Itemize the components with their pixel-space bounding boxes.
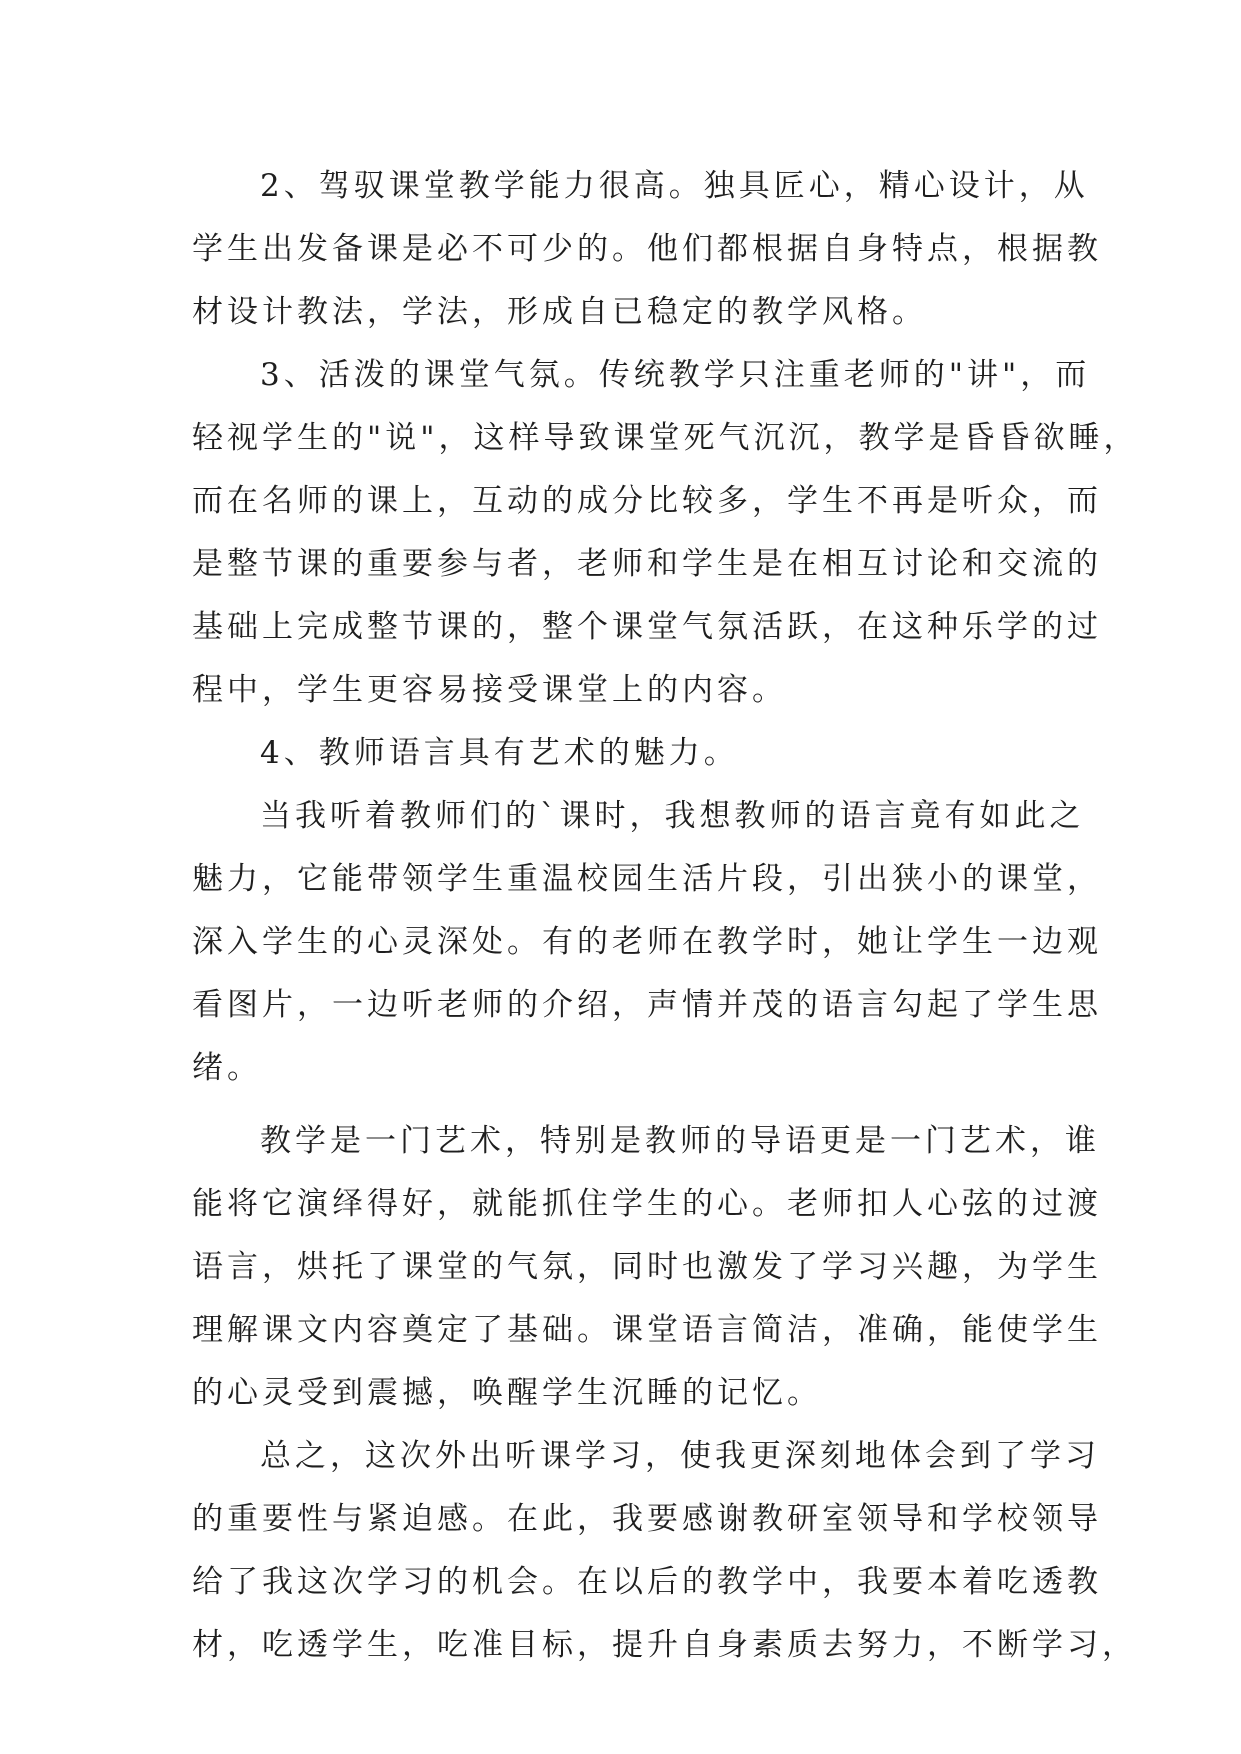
paragraph-3-line: 基础上完成整节课的，整个课堂气氛活跃，在这种乐学的过	[192, 609, 1102, 645]
paragraph-5-line: 看图片，一边听老师的介绍，声情并茂的语言勾起了学生思	[192, 987, 1102, 1023]
paragraph-3-line: 3、活泼的课堂气氛。传统教学只注重老师的"讲"，而	[260, 357, 1091, 393]
paragraph-7-line: 的重要性与紧迫感。在此，我要感谢教研室领导和学校领导	[192, 1501, 1102, 1537]
document-body	[192, 155, 1139, 1677]
paragraph-6-line: 语言，烘托了课堂的气氛，同时也激发了学习兴趣，为学生	[192, 1249, 1102, 1285]
paragraph-6-line: 的心灵受到震撼，唤醒学生沉睡的记忆。	[192, 1375, 822, 1411]
paragraph-7-line: 材，吃透学生，吃准目标，提升自身素质去努力，不断学习，	[192, 1627, 1137, 1663]
paragraph-2-line: 材设计教法，学法，形成自已稳定的教学风格。	[192, 294, 927, 330]
paragraph-6-line: 理解课文内容奠定了基础。课堂语言简洁，准确，能使学生	[192, 1312, 1102, 1348]
paragraph-5-line: 当我听着教师们的`课时，我想教师的语言竟有如此之	[260, 798, 1085, 834]
paragraph-5-line: 绪。	[192, 1050, 262, 1086]
paragraph-6-line: 能将它演绎得好，就能抓住学生的心。老师扣人心弦的过渡	[192, 1186, 1102, 1222]
paragraph-7-line: 给了我这次学习的机会。在以后的教学中，我要本着吃透教	[192, 1564, 1102, 1600]
paragraph-3-line: 而在名师的课上，互动的成分比较多，学生不再是听众，而	[192, 483, 1102, 519]
paragraph-3-line: 程中，学生更容易接受课堂上的内容。	[192, 672, 787, 708]
paragraph-5-line: 魅力，它能带领学生重温校园生活片段，引出狭小的课堂，	[192, 861, 1102, 897]
paragraph-5-line: 深入学生的心灵深处。有的老师在教学时，她让学生一边观	[192, 924, 1102, 960]
paragraph-3-line: 轻视学生的"说"，这样导致课堂死气沉沉，教学是昏昏欲睡，	[192, 420, 1139, 456]
paragraph-4-heading: 4、教师语言具有艺术的魅力。	[260, 735, 739, 771]
paragraph-7-line: 总之，这次外出听课学习，使我更深刻地体会到了学习	[260, 1438, 1100, 1474]
paragraph-2-line: 学生出发备课是必不可少的。他们都根据自身特点，根据教	[192, 231, 1102, 267]
paragraph-2-line: 2、驾驭课堂教学能力很高。独具匠心，精心设计，从	[260, 168, 1089, 204]
paragraph-6-line: 教学是一门艺术，特别是教师的导语更是一门艺术，谁	[260, 1123, 1100, 1159]
paragraph-3-line: 是整节课的重要参与者，老师和学生是在相互讨论和交流的	[192, 546, 1102, 582]
